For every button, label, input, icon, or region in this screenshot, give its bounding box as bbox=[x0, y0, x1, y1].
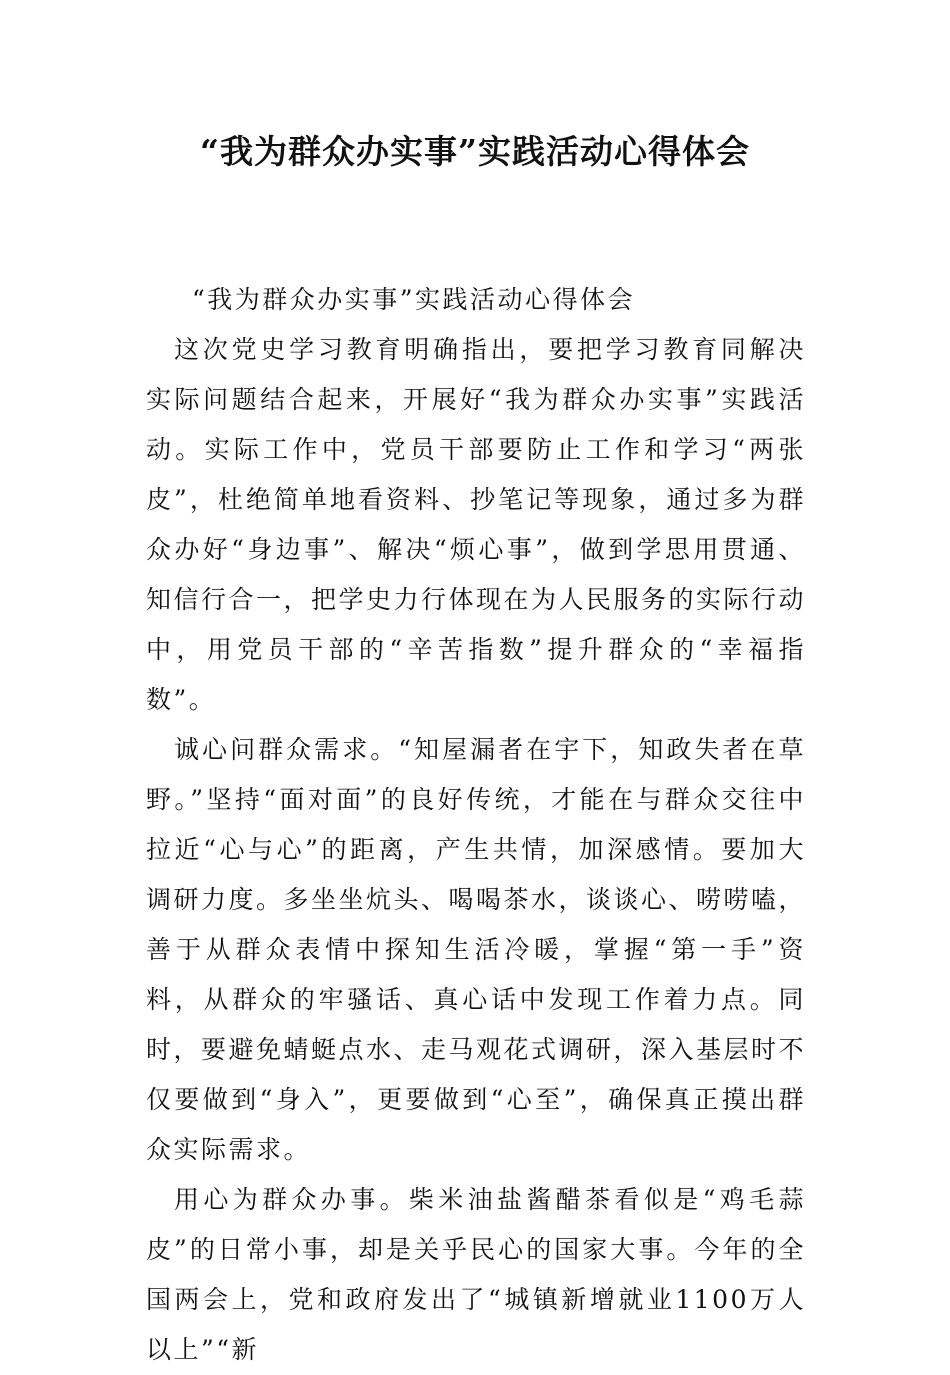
document-subtitle: “我为群众办实事”实践活动心得体会 bbox=[192, 285, 636, 314]
paragraph-2: 诚心问群众需求。“知屋漏者在宇下，知政失者在草野。”坚持“面对面”的良好传统，才能在与群众交往中拉近“心与心”的距离，产生共情，加深感情。要加大调研力度。多坐坐炕头、喝喝茶水，谈谈心、唠唠嗑，善于从群众表情中探知生活冷暖，掌握“第一手”资料，从群众的牢骚话、真心话中发现工作着力点。同时，要避免蜻蜓点水、走马观花式调研，深入基层时不仅要做到“身入”，更要做到“心至”，确保真正摸出群众实际需求。 bbox=[146, 735, 807, 1164]
document-body bbox=[146, 275, 806, 1375]
paragraph-3: 用心为群众办事。柴米油盐酱醋茶看似是“鸡毛蒜皮”的日常小事，却是关乎民心的国家大事。今年的全国两会上，党和政府发出了“城镇新增就业1100万人以上”“新 bbox=[146, 1185, 806, 1364]
paragraph-1: 这次党史学习教育明确指出，要把学习教育同解决实际问题结合起来，开展好“我为群众办实事”实践活动。实际工作中，党员干部要防止工作和学习“两张皮”，杜绝简单地看资料、抄笔记等现象，通过多为群众办好“身边事”、解决“烦心事”，做到学思用贯通、知信行合一，把学史力行体现在为人民服务的实际行动中，用党员干部的“辛苦指数”提升群众的“幸福指数”。 bbox=[146, 335, 807, 714]
document-title: “我为群众办实事”实践活动心得体会 bbox=[200, 132, 750, 171]
